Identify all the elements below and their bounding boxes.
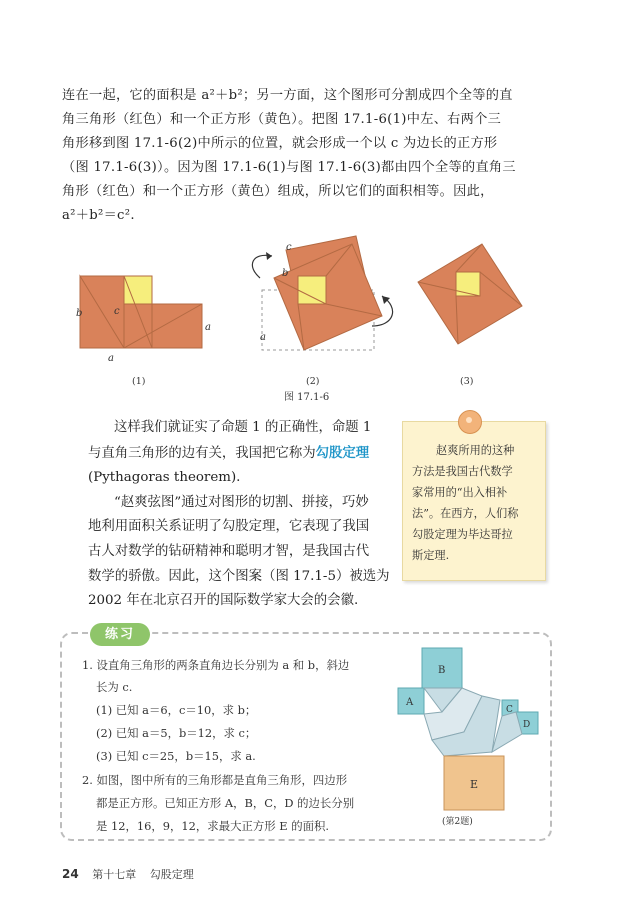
sub-label-2: (2)	[306, 376, 320, 387]
note-line-3: 家常用的“出入相补	[412, 486, 508, 499]
exercise-line-1: 1. 设直角三角形的两条直角边长分别为 a 和 b，斜边	[82, 658, 350, 672]
label-a-2: a	[260, 332, 266, 343]
label-c-2: c	[286, 242, 292, 253]
figure-17-1-6	[60, 230, 560, 400]
exercise-line-4: (2) 已知 a＝5，b＝12，求 c；	[96, 726, 257, 740]
chapter-number: 第十七章	[92, 868, 137, 881]
figure-part-3	[418, 244, 522, 344]
exercise-figure-caption: (第2题)	[442, 817, 473, 827]
chapter-title: 勾股定理	[149, 868, 194, 881]
middle-line-3: (Pythagoras theorem).	[88, 470, 241, 486]
square-label-e: E	[470, 778, 479, 791]
figure-part-1	[80, 276, 202, 348]
top-line-2: 角三角形（红色）和一个正方形（黄色）。把图 17.1-6(1)中左、右两个三	[62, 112, 502, 127]
page-number: 24	[62, 867, 79, 881]
top-line-6: a²＋b²＝c².	[62, 208, 135, 223]
middle-line-5: 地利用面积关系证明了勾股定理，它表现了我国	[88, 519, 370, 535]
label-a-1-right: a	[205, 322, 211, 333]
top-paragraph	[62, 84, 552, 228]
top-line-1: 连在一起，它的面积是 a²＋b²；另一方面，这个图形可分割成四个全等的直	[62, 88, 513, 103]
exercise-line-3: (1) 已知 a＝6，c＝10，求 b；	[96, 703, 257, 717]
label-b-1: b	[76, 308, 83, 319]
exercise-line-6: 2. 如图，图中所有的三角形都是直角三角形，四边形	[82, 773, 348, 787]
sub-label-3: (3)	[460, 376, 474, 387]
label-a-1-bottom: a	[108, 353, 114, 364]
figure-part-2	[252, 236, 392, 350]
exercise-tab: 练习	[90, 623, 150, 646]
label-b-2: b	[282, 268, 289, 279]
middle-line-2: 与直角三角形的边有关，我国把它称为勾股定理	[88, 444, 370, 461]
label-c-1: c	[114, 306, 120, 317]
middle-line-6: 古人对数学的钻研精神和聪明才智，是我国古代	[88, 543, 370, 559]
middle-line-1: 这样我们就证实了命题 1 的正确性，命题 1	[114, 420, 372, 435]
note-line-6: 斯定理.	[412, 549, 450, 562]
pin-icon	[458, 410, 482, 434]
exercise-line-8: 是 12，16，9，12，求最大正方形 E 的面积.	[96, 819, 329, 833]
note-line-5: 勾股定理为毕达哥拉	[412, 528, 513, 541]
exercise-line-2: 长为 c.	[96, 680, 133, 694]
note-line-4: 法”。在西方，人们称	[412, 507, 519, 520]
note-line-2: 方法是我国古代数学	[412, 465, 513, 478]
middle-text	[88, 416, 390, 614]
top-line-5: 角形（红色）和一个正方形（黄色）组成，所以它们的面积相等。因此，	[62, 184, 494, 199]
exercise-figure	[392, 640, 542, 830]
middle-line-7: 数学的骄傲。因此，这个图案（图 17.1-5）被选为	[88, 568, 390, 584]
square-label-d: D	[523, 720, 531, 730]
side-note-text	[412, 440, 536, 566]
middle-line-4: “赵爽弦图”通过对图形的切割、拼接，巧妙	[114, 494, 369, 510]
top-line-4: （图 17.1-6(3)）。因为图 17.1-6(1)与图 17.1-6(3)都由四个全等的直角三	[62, 160, 516, 175]
note-line-1: 赵爽所用的这种	[436, 444, 515, 457]
sub-label-1: (1)	[132, 376, 146, 387]
square-label-b: B	[438, 665, 446, 676]
exercise-line-7: 都是正方形。已知正方形 A，B，C，D 的边长分别	[96, 796, 355, 810]
square-label-c: C	[506, 705, 513, 715]
highlight-term: 勾股定理	[315, 444, 370, 461]
top-line-3: 角形移到图 17.1-6(2)中所示的位置，就会形成一个以 c 为边长的正方形	[62, 136, 498, 151]
square-label-a: A	[406, 697, 414, 708]
page-footer	[62, 866, 194, 882]
figure-caption: 图 17.1-6	[284, 392, 330, 403]
middle-line-8: 2002 年在北京召开的国际数学家大会的会徽.	[88, 593, 359, 609]
exercise-line-5: (3) 已知 c＝25，b＝15，求 a.	[96, 749, 256, 763]
